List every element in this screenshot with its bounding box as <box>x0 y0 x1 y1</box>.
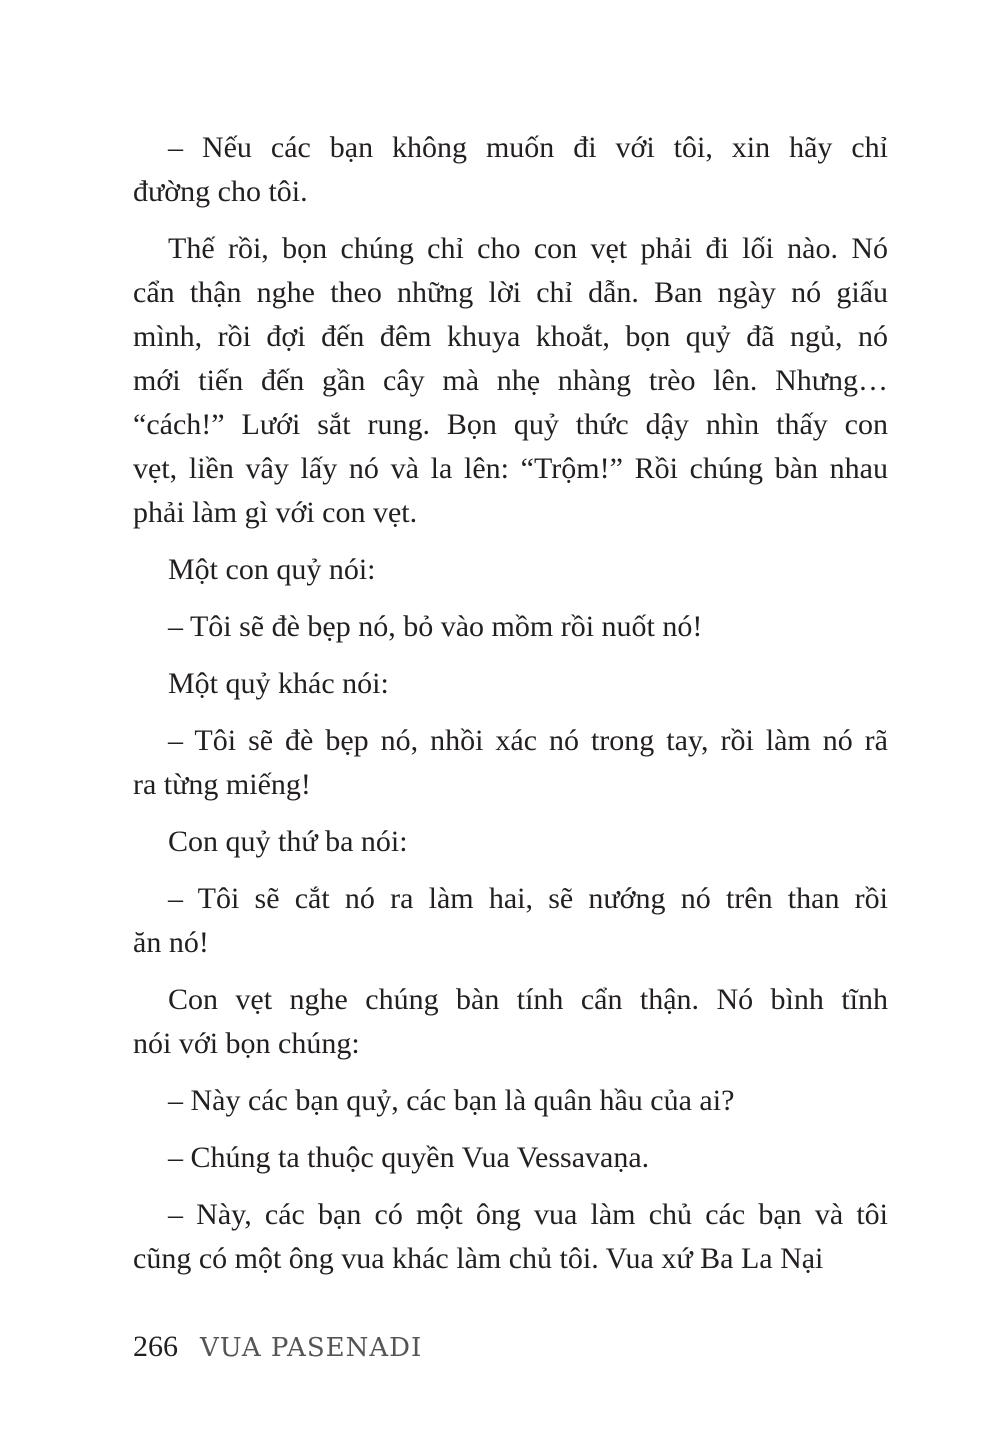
text-line: – Chúng ta thuộc quyền Vua Vessavaṇa. <box>168 1141 650 1174</box>
paragraph <box>133 548 888 592</box>
text-line: nói với bọn chúng: <box>133 1027 360 1060</box>
text-line: Thế rồi, bọn chúng chỉ cho con vẹt phải đi lối nào. Nó <box>168 232 888 265</box>
paragraph <box>133 662 888 706</box>
page-body <box>133 126 888 1294</box>
text-line: – Tôi sẽ cắt nó ra làm hai, sẽ nướng nó trên than rồi <box>168 882 888 915</box>
paragraph <box>133 605 888 649</box>
text-line: – Tôi sẽ đè bẹp nó, bỏ vào mồm rồi nuốt nó! <box>168 610 703 643</box>
text-line: vẹt, liền vây lấy nó và la lên: “Trộm!” Rồi chúng bàn nhau <box>133 452 888 485</box>
paragraph <box>133 1193 888 1281</box>
text-line: Con quỷ thứ ba nói: <box>168 825 408 858</box>
page-number: 266 <box>133 1330 178 1363</box>
text-line: cũng có một ông vua khác làm chủ tôi. Vua xứ Ba La Nại <box>133 1242 824 1275</box>
text-line: Một quỷ khác nói: <box>168 667 389 700</box>
paragraph <box>133 126 888 214</box>
paragraph <box>133 820 888 864</box>
text-line: ra từng miếng! <box>133 768 311 801</box>
text-line: – Tôi sẽ đè bẹp nó, nhồi xác nó trong tay, rồi làm nó rã <box>168 724 888 757</box>
text-line: Con vẹt nghe chúng bàn tính cẩn thận. Nó bình tĩnh <box>168 983 888 1016</box>
text-line: – Nếu các bạn không muốn đi với tôi, xin hãy chỉ <box>168 131 888 164</box>
paragraph <box>133 1079 888 1123</box>
paragraph <box>133 978 888 1066</box>
text-line: “cách!” Lưới sắt rung. Bọn quỷ thức dậy nhìn thấy con <box>133 408 888 441</box>
paragraph <box>133 719 888 807</box>
running-title: VUA PASENADI <box>200 1333 423 1363</box>
text-line: mới tiến đến gần cây mà nhẹ nhàng trèo lên. Nhưng… <box>133 364 888 397</box>
text-line: đường cho tôi. <box>133 175 308 208</box>
text-line: Một con quỷ nói: <box>168 553 376 586</box>
paragraph <box>133 877 888 965</box>
text-line: – Này các bạn quỷ, các bạn là quân hầu của ai? <box>168 1084 735 1117</box>
text-line: cẩn thận nghe theo những lời chỉ dẫn. Ban ngày nó giấu <box>133 276 888 309</box>
page-footer <box>133 1325 422 1369</box>
paragraph <box>133 227 888 535</box>
text-line: phải làm gì với con vẹt. <box>133 496 418 529</box>
text-line: mình, rồi đợi đến đêm khuya khoắt, bọn quỷ đã ngủ, nó <box>133 320 888 353</box>
text-line: – Này, các bạn có một ông vua làm chủ các bạn và tôi <box>168 1198 888 1231</box>
text-line: ăn nó! <box>133 926 209 959</box>
paragraph <box>133 1136 888 1180</box>
